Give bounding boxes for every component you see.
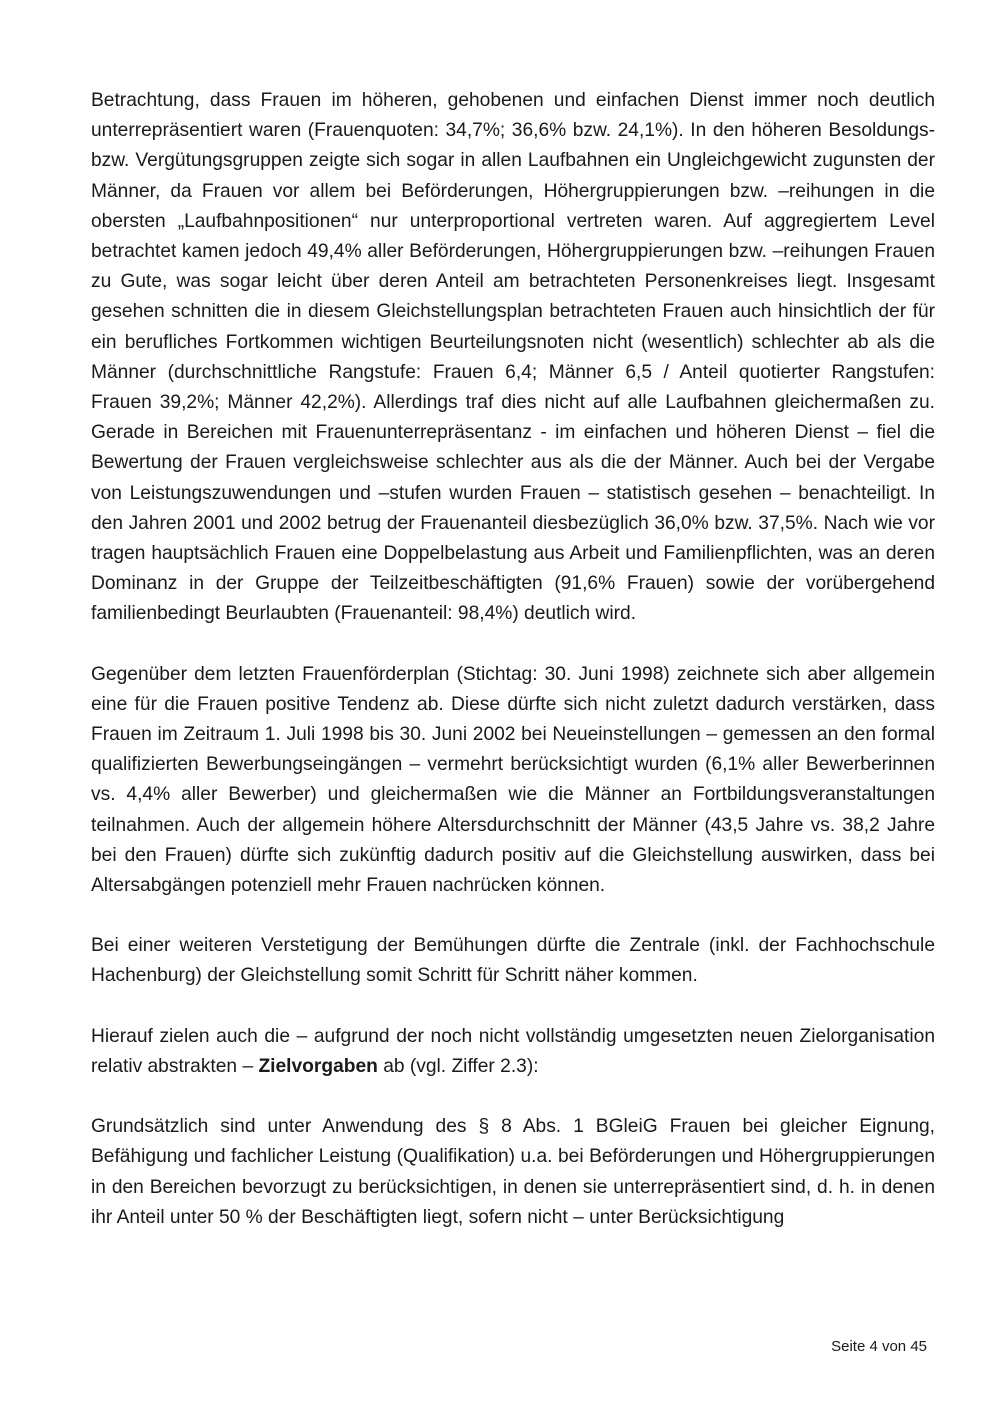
paragraph-positive-trend: Gegenüber dem letzten Frauenförderplan (Stichtag: 30. Juni 1998) zeichnete sich aber allgemein eine für die Frauen positive Tendenz ab. Diese dürfte sich nicht zuletzt dadurch verstärken, dass Frauen im Zeitraum 1. Juli 1998 bis 30. Juni 2002 bei Neueinstellungen – gemessen an den formal qualifizierten Bewerbungseingängen – vermehrt berücksichtigt wurden (6,1% aller Bewerberinnen vs. 4,4% aller Bewerber) und gleichermaßen wie die Männer an Fortbildungsveranstaltungen teilnahmen. Auch der allgemein höhere Altersdurchschnitt der Männer (43,5 Jahre vs. 38,2 Jahre bei den Frauen) dürfte sich zukünftig dadurch positiv auf die Gleichstellung auswirken, dass bei Altersabgängen potenziell mehr Frauen nachrücken können. bbox=[91, 663, 935, 897]
targets-intro-text: Hierauf zielen auch die – aufgrund der noch nicht vollständig umgesetzten neuen Zielorganisation relativ abstrakten – bbox=[91, 1025, 935, 1077]
paragraph-gap bbox=[91, 1082, 935, 1112]
paragraph-equality-progress: Bei einer weiteren Verstetigung der Bemühungen dürfte die Zentrale (inkl. der Fachhochschule Hachenburg) der Gleichstellung somit Schritt für Schritt näher kommen. bbox=[91, 935, 935, 987]
document-body bbox=[91, 86, 935, 1233]
paragraph-gap bbox=[91, 901, 935, 931]
paragraph-gap bbox=[91, 630, 935, 660]
paragraph-gender-representation: Betrachtung, dass Frauen im höheren, gehobenen und einfachen Dienst immer noch deutlich unterrepräsentiert waren (Frauenquoten: 34,7%; 36,6% bzw. 24,1%). In den höheren Besoldungs- bzw. Vergütungsgruppen zeigte sich sogar in allen Laufbahnen ein Ungleichgewicht zugunsten der Männer, da Frauen vor allem bei Beförderungen, Höhergruppierungen bzw. –reihungen in die obersten „Laufbahnpositionen“ nur unterproportional vertreten waren. Auf aggregiertem Level betrachtet kamen jedoch 49,4% aller Beförderungen, Höhergruppierungen bzw. –reihungen Frauen zu Gute, was sogar leicht über deren Anteil am betrachteten Personenkreises liegt. Insgesamt gesehen schnitten die in diesem Gleichstellungsplan betrachteten Frauen auch hinsichtlich der für ein berufliches Fortkommen wichtigen Beurteilungsnoten nicht (wesentlich) schlechter ab als die Männer (durchschnittliche Rangstufe: Frauen 6,4; Männer 6,5 / Anteil quotierter Rangstufen: Frauen 39,2%; Männer 42,2%). Allerdings traf dies nicht auf alle Laufbahnen gleichermaßen zu. Gerade in Bereichen mit Frauenunterrepräsentanz - im einfachen und höheren Dienst – fiel die Bewertung der Frauen vergleichsweise schlechter aus als die der Männer. Auch bei der Vergabe von Leistungszuwendungen und –stufen wurden Frauen – statistisch gesehen – benachteiligt. In den Jahren 2001 und 2002 betrug der Frauenanteil diesbezüglich 36,0% bzw. 37,5%. Nach wie vor tragen hauptsächlich Frauen eine Doppelbelastung aus Arbeit und Familienpflichten, was an deren Dominanz in der Gruppe der Teilzeitbeschäftigten (91,6% Frauen) sowie der vorübergehend familienbedingt Beurlaubten (Frauenanteil: 98,4%) deutlich wird. bbox=[91, 90, 935, 625]
paragraph-gap bbox=[91, 992, 935, 1022]
targets-intro-tail: ab (vgl. Ziffer 2.3): bbox=[377, 1055, 539, 1077]
paragraph-targets-intro bbox=[91, 1022, 935, 1082]
paragraph-legal-basis: Grundsätzlich sind unter Anwendung des § 8 Abs. 1 BGleiG Frauen bei gleicher Eignung, Befähigung und fachlicher Leistung (Qualifikation) u.a. bei Beförderungen und Höhergruppierungen in den Bereichen bevorzugt zu berücksichtigen, in denen sie unterrepräsentiert sind, d. h. in denen ihr Anteil unter 50 % der Beschäftigten liegt, sofern nicht – unter Berücksichtigung bbox=[91, 1116, 935, 1228]
page-number: Seite 4 von 45 bbox=[831, 1338, 927, 1355]
targets-heading-bold: Zielvorgaben bbox=[258, 1055, 378, 1077]
